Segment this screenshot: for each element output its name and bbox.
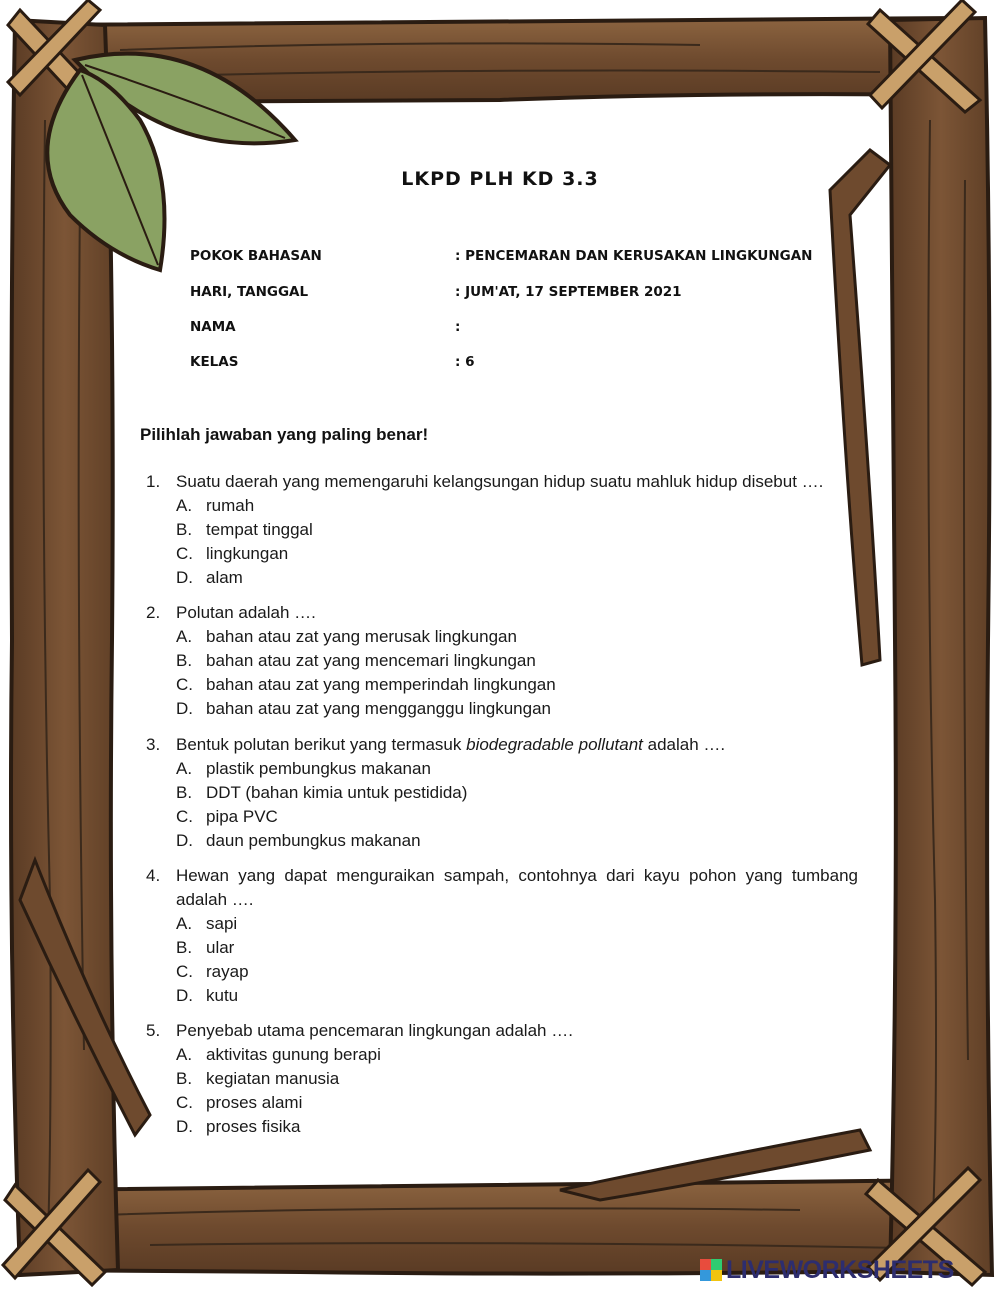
option-letter: A. bbox=[176, 496, 193, 515]
option-letter: B. bbox=[176, 783, 193, 802]
info-value: : PENCEMARAN DAN KERUSAKAN LINGKUNGAN bbox=[455, 248, 813, 264]
option-text: lingkungan bbox=[206, 544, 289, 563]
question-text: Bentuk polutan berikut yang termasuk biodegradable pollutant adalah …. bbox=[176, 735, 726, 754]
option-text: bahan atau zat yang mencemari lingkungan bbox=[206, 651, 536, 670]
info-label: KELAS bbox=[190, 354, 239, 370]
info-row-topic bbox=[190, 248, 830, 272]
answer-option[interactable] bbox=[146, 1115, 858, 1139]
info-row-name bbox=[190, 319, 830, 343]
option-letter: A. bbox=[176, 759, 193, 778]
answer-option[interactable] bbox=[146, 757, 858, 781]
question-1 bbox=[146, 470, 858, 590]
option-text: ular bbox=[206, 938, 235, 957]
answer-option[interactable] bbox=[146, 781, 858, 805]
watermark-text: LIVEWORKSHEETS bbox=[726, 1256, 954, 1284]
option-letter: D. bbox=[176, 986, 193, 1005]
info-label: NAMA bbox=[190, 319, 236, 335]
info-row-date bbox=[190, 284, 830, 308]
answer-option[interactable] bbox=[146, 829, 858, 853]
option-text: tempat tinggal bbox=[206, 520, 313, 539]
option-text: plastik pembungkus makanan bbox=[206, 759, 431, 778]
option-text: daun pembungkus makanan bbox=[206, 831, 421, 850]
question-2 bbox=[146, 601, 858, 721]
option-letter: B. bbox=[176, 1069, 193, 1088]
answer-option[interactable] bbox=[146, 912, 858, 936]
logo-square-green bbox=[711, 1259, 722, 1270]
question-number: 1. bbox=[146, 472, 161, 491]
option-text: sapi bbox=[206, 914, 238, 933]
option-text: bahan atau zat yang mengganggu lingkungan bbox=[206, 699, 552, 718]
option-letter: D. bbox=[176, 1117, 193, 1136]
answer-option[interactable] bbox=[146, 960, 858, 984]
option-letter: A. bbox=[176, 627, 193, 646]
answer-option[interactable] bbox=[146, 697, 858, 721]
question-text: Hewan yang dapat menguraikan sampah, contohnya dari kayu pohon yang tumbang adalah …. bbox=[176, 866, 858, 909]
answer-option[interactable] bbox=[146, 518, 858, 542]
answer-option[interactable] bbox=[146, 984, 858, 1008]
option-text: bahan atau zat yang merusak lingkungan bbox=[206, 627, 517, 646]
question-number: 3. bbox=[146, 735, 161, 754]
option-letter: D. bbox=[176, 831, 193, 850]
logo-square-yellow bbox=[711, 1270, 722, 1281]
question-number: 4. bbox=[146, 866, 161, 885]
answer-option[interactable] bbox=[146, 1067, 858, 1091]
info-value: : bbox=[455, 319, 461, 335]
option-letter: A. bbox=[176, 914, 193, 933]
option-text: DDT (bahan kimia untuk pestidida) bbox=[206, 783, 468, 802]
option-text: alam bbox=[206, 568, 243, 587]
option-text: pipa PVC bbox=[206, 807, 278, 826]
option-text: rumah bbox=[206, 496, 255, 515]
answer-option[interactable] bbox=[146, 1091, 858, 1115]
option-letter: D. bbox=[176, 699, 193, 718]
logo-square-blue bbox=[700, 1270, 711, 1281]
option-text: aktivitas gunung berapi bbox=[206, 1045, 381, 1064]
question-number: 5. bbox=[146, 1021, 161, 1040]
question-5 bbox=[146, 1019, 858, 1139]
option-text: bahan atau zat yang memperindah lingkungan bbox=[206, 675, 556, 694]
info-label: POKOK BAHASAN bbox=[190, 248, 322, 264]
answer-option[interactable] bbox=[146, 936, 858, 960]
option-text: proses fisika bbox=[206, 1117, 301, 1136]
answer-option[interactable] bbox=[146, 625, 858, 649]
option-letter: B. bbox=[176, 651, 193, 670]
question-text: Suatu daerah yang memengaruhi kelangsungan hidup suatu mahluk hidup disebut …. bbox=[176, 472, 824, 491]
option-letter: C. bbox=[176, 962, 193, 981]
liveworksheets-logo-icon bbox=[700, 1259, 722, 1281]
logo-square-red bbox=[700, 1259, 711, 1270]
answer-option[interactable] bbox=[146, 542, 858, 566]
answer-option[interactable] bbox=[146, 649, 858, 673]
info-row-class bbox=[190, 354, 830, 378]
info-value: : 6 bbox=[455, 354, 475, 370]
answer-option[interactable] bbox=[146, 494, 858, 518]
info-value: : JUM'AT, 17 SEPTEMBER 2021 bbox=[455, 284, 682, 300]
question-number: 2. bbox=[146, 603, 161, 622]
option-letter: C. bbox=[176, 675, 193, 694]
option-letter: C. bbox=[176, 807, 193, 826]
instruction-text: Pilihlah jawaban yang paling benar! bbox=[140, 425, 429, 444]
worksheet-title: LKPD PLH KD 3.3 bbox=[401, 168, 599, 190]
option-letter: B. bbox=[176, 520, 193, 539]
question-3 bbox=[146, 733, 858, 853]
option-text: kutu bbox=[206, 986, 239, 1005]
option-text: rayap bbox=[206, 962, 249, 981]
answer-option[interactable] bbox=[146, 673, 858, 697]
option-text: proses alami bbox=[206, 1093, 303, 1112]
option-letter: C. bbox=[176, 1093, 193, 1112]
question-text: Polutan adalah …. bbox=[176, 603, 316, 622]
option-letter: D. bbox=[176, 568, 193, 587]
question-4 bbox=[146, 864, 858, 1008]
answer-option[interactable] bbox=[146, 805, 858, 829]
info-label: HARI, TANGGAL bbox=[190, 284, 309, 300]
option-text: kegiatan manusia bbox=[206, 1069, 340, 1088]
option-letter: A. bbox=[176, 1045, 193, 1064]
answer-option[interactable] bbox=[146, 566, 858, 590]
question-text: Penyebab utama pencemaran lingkungan adalah …. bbox=[176, 1021, 573, 1040]
option-letter: C. bbox=[176, 544, 193, 563]
answer-option[interactable] bbox=[146, 1043, 858, 1067]
option-letter: B. bbox=[176, 938, 193, 957]
italic-term: biodegradable pollutant bbox=[466, 735, 643, 754]
